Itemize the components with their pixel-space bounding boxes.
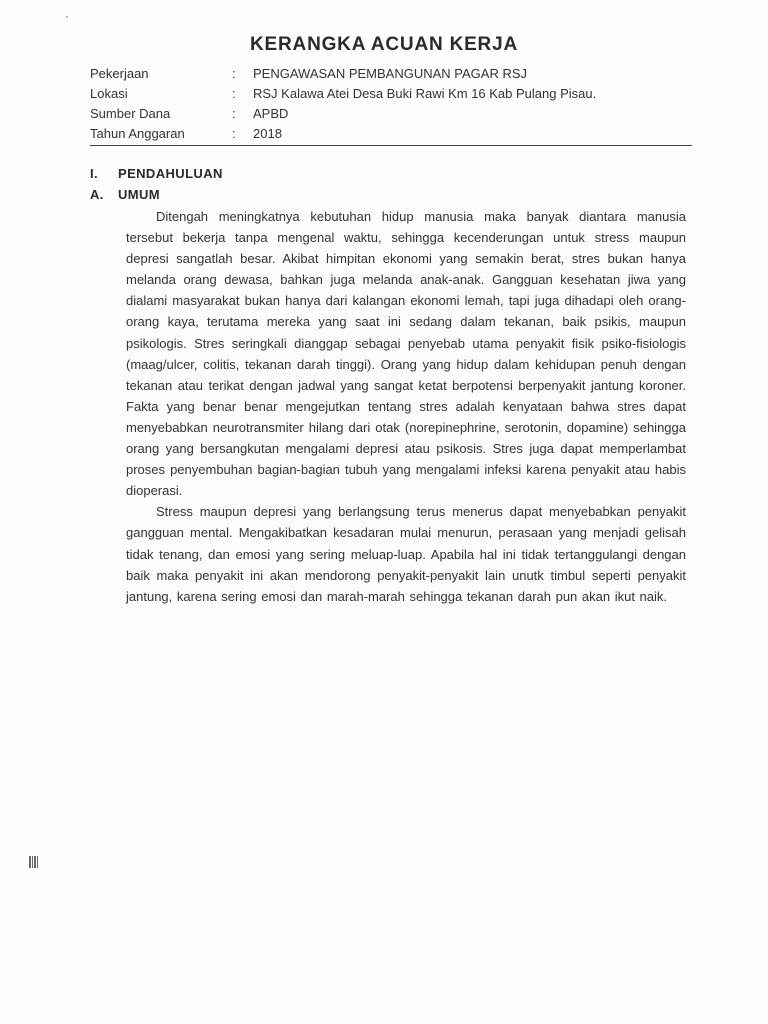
meta-row-tahun-anggaran xyxy=(90,124,700,144)
document-title: KERANGKA ACUAN KERJA xyxy=(250,34,518,55)
subsection-letter: A. xyxy=(90,187,104,202)
meta-value: RSJ Kalawa Atei Desa Buki Rawi Km 16 Kab Pulang Pisau. xyxy=(253,86,597,101)
meta-colon: : xyxy=(232,126,236,141)
meta-value: 2018 xyxy=(253,126,282,141)
meta-value: PENGAWASAN PEMBANGUNAN PAGAR RSJ xyxy=(253,66,528,81)
scan-speck xyxy=(66,16,68,18)
meta-label: Pekerjaan xyxy=(90,66,149,81)
section-heading-pendahuluan xyxy=(90,166,223,181)
subsection-title: UMUM xyxy=(118,187,161,202)
meta-colon: : xyxy=(232,106,236,121)
body-text xyxy=(126,206,686,607)
header-divider xyxy=(90,145,692,146)
subsection-heading-umum xyxy=(90,187,160,202)
meta-label: Tahun Anggaran xyxy=(90,126,185,141)
scan-bar-mark xyxy=(29,856,38,868)
document-meta-table xyxy=(90,64,700,144)
section-number: I. xyxy=(90,166,99,181)
meta-label: Sumber Dana xyxy=(90,106,171,121)
meta-label: Lokasi xyxy=(90,86,128,101)
section-title: PENDAHULUAN xyxy=(118,166,223,181)
meta-row-sumber-dana xyxy=(90,104,700,124)
paragraph: Ditengah meningkatnya kebutuhan hidup manusia maka banyak diantara manusia tersebut bekerja tanpa mengenal waktu, sehingga kecenderungan untuk stress maupun depresi sangatlah besar. Akibat himpitan ekonomi yang semakin berat, stres bukan hanya melanda orang dewasa, bahkan juga melanda anak-anak. Gangguan kesehatan jiwa yang dialami masyarakat bukan hanya dari kalangan ekonomi lemah, tapi juga dihadapi oleh orang-orang kaya, terutama mereka yang saat ini sedang dalam tekanan, baik psikis, maupun psikologis. Stres seringkali dianggap sebagai penyebab utama penyakit fisik psiko-fisiologis (maag/ulcer, colitis, tekanan darah tinggi). Orang yang hidup dalam kehidupan penuh dengan tekanan atau terikat dengan jadwal yang sangat ketat berpotensi berpenyakit jantung koroner. Fakta yang benar benar mengejutkan tentang stres adalah kenyataan bahwa stres dapat menyebabkan neurotransmiter hilang dari otak (norepinephrine, serotonin, dopamine) sehingga orang yang bersangkutan mengalami depresi atau psikosis. Stres juga dapat memperlambat proses penyembuhan bagian-bagian tubuh yang mengalami infeksi karena penyakit atau habis dioperasi. xyxy=(126,209,686,499)
meta-colon: : xyxy=(232,66,236,81)
meta-colon: : xyxy=(232,86,236,101)
meta-value: APBD xyxy=(253,106,289,121)
meta-row-pekerjaan xyxy=(90,64,700,84)
meta-row-lokasi xyxy=(90,84,700,104)
paragraph: Stress maupun depresi yang berlangsung terus menerus dapat menyebabkan penyakit gangguan mental. Mengakibatkan kesadaran mulai menurun, perasaan yang menjadi gelisah tidak tenang, dan emosi yang sering meluap-luap. Apabila hal ini tidak tertanggulangi dengan baik maka penyakit ini akan mendorong penyakit-penyakit lain unutk timbul seperti penyakit jantung, karena sering emosi dan marah-marah sehingga tekanan darah pun akan ikut naik. xyxy=(126,504,686,604)
